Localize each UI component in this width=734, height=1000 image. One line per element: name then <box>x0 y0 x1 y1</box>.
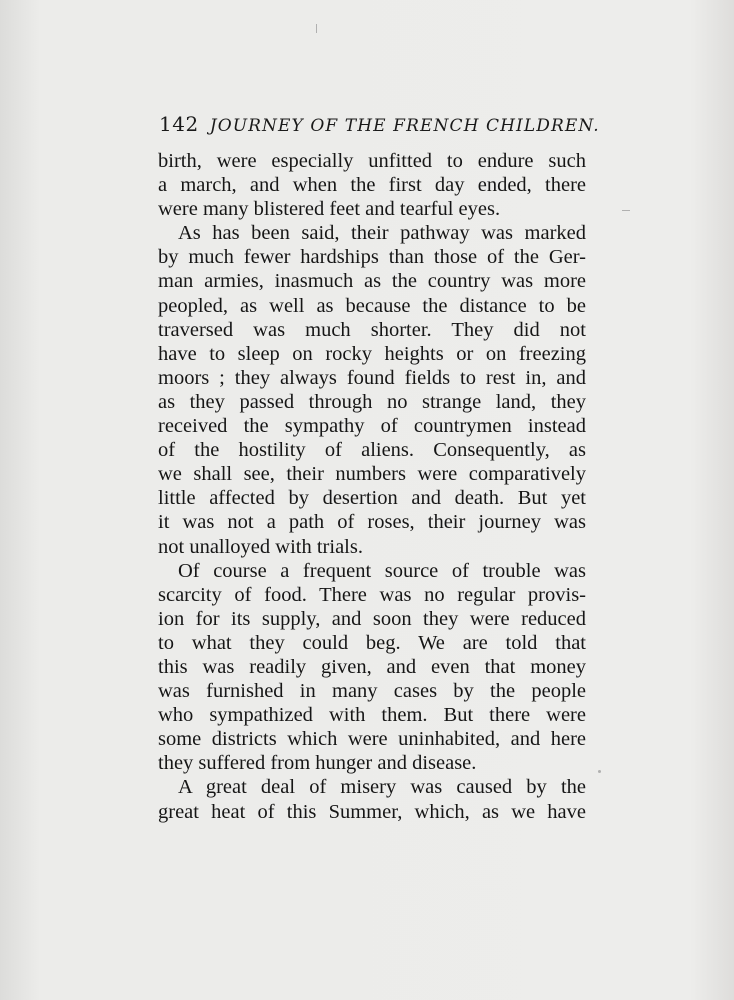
text-line: As has been said, their pathway was marked <box>178 222 586 245</box>
text-line: it was not a path of roses, their journey was <box>158 511 586 534</box>
running-title: JOURNEY OF THE FRENCH CHILDREN. <box>209 116 600 136</box>
page-number: 142 <box>159 112 199 136</box>
text-line: have to sleep on rocky heights or on freezing <box>158 342 586 365</box>
text-line: to what they could beg. We are told that <box>158 631 586 654</box>
paragraph-2 <box>158 221 586 558</box>
text-line: ion for its supply, and soon they were reduced <box>158 607 586 630</box>
text-line: moors ; they always found fields to rest in, and <box>158 366 586 389</box>
text-line: of the hostility of aliens. Consequently, as <box>158 439 586 462</box>
text-line: were many blistered feet and tearful eyes. <box>158 198 501 221</box>
text-line: peopled, as well as because the distance to be <box>158 294 586 317</box>
text-line: some districts which were uninhabited, and here <box>158 728 586 751</box>
text-line: a march, and when the first day ended, there <box>158 174 586 197</box>
text-line: this was readily given, and even that money <box>158 655 586 678</box>
body-text <box>158 149 586 824</box>
paragraph-1 <box>158 149 586 221</box>
paragraph-4 <box>158 775 586 823</box>
text-line: as they passed through no strange land, they <box>158 390 586 413</box>
paragraph-3 <box>158 559 586 776</box>
text-line: scarcity of food. There was no regular provis- <box>158 583 586 606</box>
scan-speck <box>316 24 317 33</box>
running-header <box>159 112 599 142</box>
text-line: they suffered from hunger and disease. <box>158 752 477 775</box>
text-line: great heat of this Summer, which, as we have <box>158 800 586 823</box>
text-line: was furnished in many cases by the people <box>158 680 586 703</box>
text-line: A great deal of misery was caused by the <box>178 776 586 799</box>
text-line: not unalloyed with trials. <box>158 535 363 558</box>
text-line: little affected by desertion and death. But yet <box>158 487 586 510</box>
scan-speck <box>598 770 601 773</box>
text-line: we shall see, their numbers were comparatively <box>158 463 586 486</box>
text-line: received the sympathy of countrymen instead <box>158 415 586 438</box>
text-line: traversed was much shorter. They did not <box>158 318 586 341</box>
text-line: by much fewer hardships than those of the Ger- <box>158 246 586 269</box>
text-line: Of course a frequent source of trouble was <box>178 559 586 582</box>
text-line: who sympathized with them. But there were <box>158 704 586 727</box>
scan-speck <box>622 210 630 211</box>
text-line: birth, were especially unfitted to endure such <box>158 150 586 172</box>
text-line: man armies, inasmuch as the country was more <box>158 270 586 293</box>
